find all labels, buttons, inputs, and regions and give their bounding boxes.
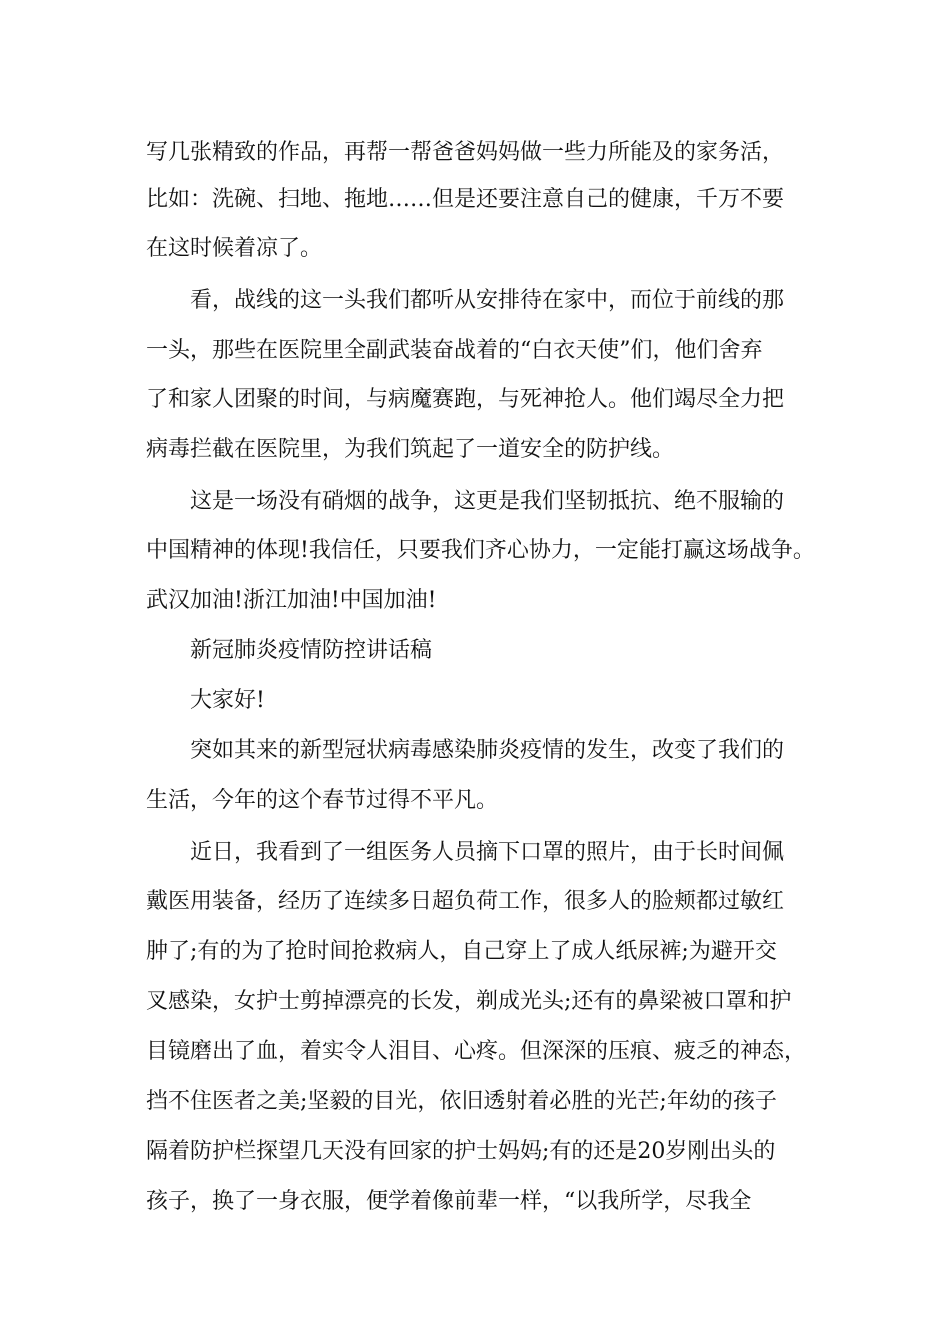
- greeting: 大家好!: [190, 688, 265, 713]
- text-line: 了和家人团聚的时间，与病魔赛跑，与死神抢人。他们竭尽全力把: [146, 387, 785, 412]
- text-line: 戴医用装备，经历了连续多日超负荷工作，很多人的脸颊都过敏红: [146, 889, 785, 914]
- text-line: 肿了;有的为了抢时间抢救病人，自己穿上了成人纸尿裤;为避开交: [146, 939, 777, 964]
- text-line: 在这时候着凉了。: [146, 236, 323, 261]
- text-line: 病毒拦截在医院里，为我们筑起了一道安全的防护线。: [146, 437, 675, 462]
- text-line: 武汉加油!浙江加油!中国加油!: [146, 588, 437, 613]
- text-line: 一头，那些在医院里全副武装奋战着的“白衣天使”们，他们舍弃: [146, 338, 763, 363]
- text-line: 中国精神的体现!我信任，只要我们齐心协力，一定能打赢这场战争。: [146, 538, 815, 563]
- section-title: 新冠肺炎疫情防控讲话稿: [190, 638, 433, 663]
- text-line: 生活，今年的这个春节过得不平凡。: [146, 788, 499, 813]
- text-line: 叉感染，女护士剪掉漂亮的长发，剃成光头;还有的鼻梁被口罩和护: [146, 989, 792, 1014]
- text-line: 近日，我看到了一组医务人员摘下口罩的照片，由于长时间佩: [190, 840, 785, 865]
- text-line: 孩子，换了一身衣服，便学着像前辈一样，“以我所学，尽我全: [146, 1189, 752, 1214]
- text-line: 隔着防护栏探望几天没有回家的护士妈妈;有的还是20岁刚出头的: [146, 1139, 776, 1164]
- text-line: 写几张精致的作品，再帮一帮爸爸妈妈做一些力所能及的家务活，: [146, 140, 785, 165]
- text-line: 突如其来的新型冠状病毒感染肺炎疫情的发生，改变了我们的: [190, 738, 785, 763]
- text-line: 这是一场没有硝烟的战争，这更是我们坚韧抵抗、绝不服输的: [190, 489, 785, 514]
- text-line: 目镜磨出了血，着实令人泪目、心疼。但深深的压痕、疲乏的神态，: [146, 1039, 807, 1064]
- text-line: 看，战线的这一头我们都听从安排待在家中，而位于前线的那: [190, 288, 785, 313]
- text-line: 比如：洗碗、扫地、拖地……但是还要注意自己的健康，千万不要: [146, 187, 785, 212]
- text-line: 挡不住医者之美;坚毅的目光，依旧透射着必胜的光芒;年幼的孩子: [146, 1089, 777, 1114]
